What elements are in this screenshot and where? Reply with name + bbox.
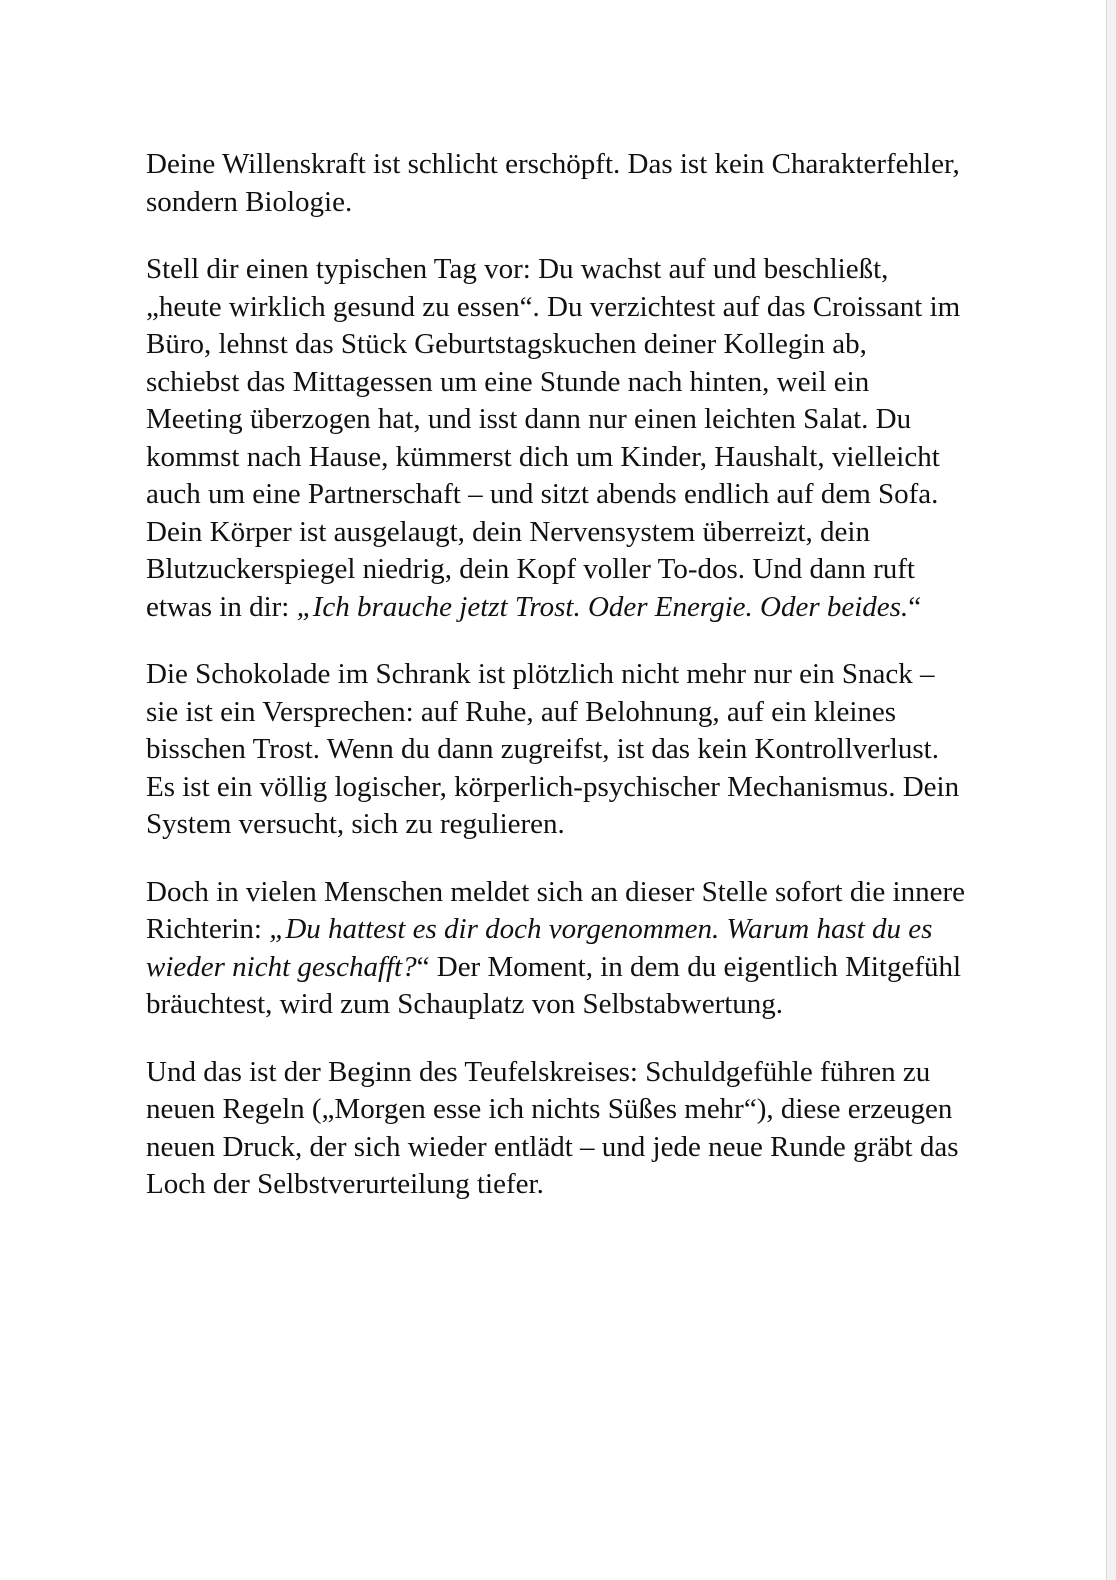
text-segment: Und das ist der Beginn des Teufelskreises: Schuldgefühle führen zu neuen Regeln („Morgen esse ich nichts Süßes mehr“), diese erzeugen neuen Druck, der sich wieder entlädt – und jede neue Runde gräbt das Loch der Selbstverurteilung tiefer. <box>146 1055 959 1200</box>
text-segment: “ <box>908 590 922 623</box>
body-text <box>146 146 966 1234</box>
page-edge <box>1107 0 1116 1580</box>
paragraph-2 <box>146 251 966 626</box>
paragraph-4 <box>146 874 966 1024</box>
paragraph-1 <box>146 146 966 221</box>
text-segment: Deine Willenskraft ist schlicht erschöpft. Das ist kein Charakterfehler, sondern Biologie. <box>146 148 960 218</box>
text-segment: Doch in vielen Menschen meldet sich an dieser Stelle sofort die innere Richterin: <box>146 875 965 945</box>
text-segment: Die Schokolade im Schrank ist plötzlich nicht mehr nur ein Snack – sie ist ein Versprechen: auf Ruhe, auf Belohnung, auf ein kleines bisschen Trost. Wenn du dann zugreifst, ist das kein Kontrollverlust. Es ist ein völlig logischer, körperlich-psychischer Mechanismus. Dein System versucht, sich zu regulieren. <box>146 658 960 840</box>
text-segment: Stell dir einen typischen Tag vor: Du wachst auf und beschließt, „heute wirklich gesund zu essen“. Du verzichtest auf das Croissant im Büro, lehnst das Stück Geburtstagskuchen deiner Kollegin ab, schiebst das Mittagessen um eine Stunde nach hinten, weil ein Meeting überzogen hat, und isst dann nur einen leichten Salat. Du kommst nach Hause, kümmerst dich um Kinder, Haushalt, vielleicht auch um eine Partnerschaft – und sitzt abends endlich auf dem Sofa. Dein Körper ist ausgelaugt, dein Nervensystem überreizt, dein Blutzuckerspiegel niedrig, dein Kopf voller To-dos. Und dann ruft etwas in dir: <box>146 253 961 623</box>
italic-quote: „Du hattest es dir doch vorgenommen. Warum hast du es wieder nicht geschafft? <box>146 913 933 983</box>
paragraph-3 <box>146 656 966 844</box>
paragraph-5 <box>146 1054 966 1204</box>
italic-quote: „Ich brauche jetzt Trost. Oder Energie. Oder beides. <box>296 590 909 623</box>
text-segment: “ Der Moment, in dem du eigentlich Mitgefühl bräuchtest, wird zum Schauplatz von Selbstabwertung. <box>146 950 962 1020</box>
